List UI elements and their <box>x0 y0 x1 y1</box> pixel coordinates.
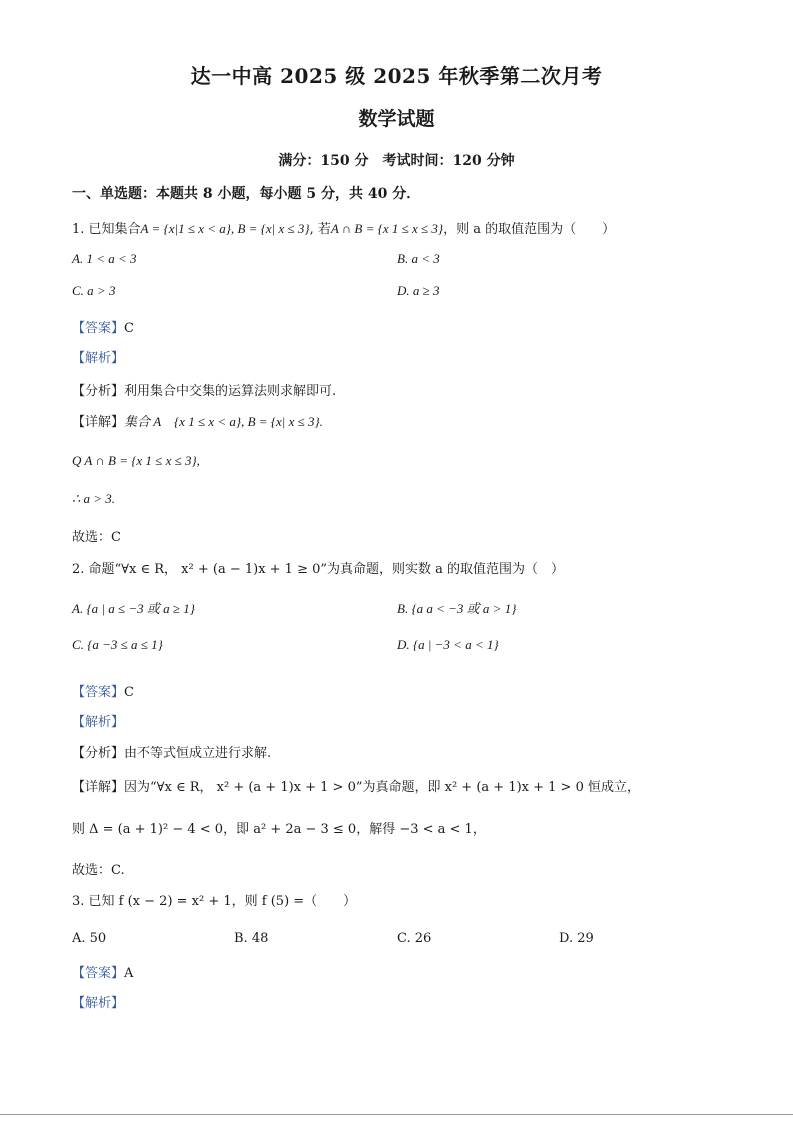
q3-stem: 3. 已知 f (x − 2) = x² + 1，则 f (5) =（ ） <box>72 894 357 909</box>
q1-option-c: C. a > 3 <box>72 283 116 298</box>
q1-choose: 故选：C <box>72 530 121 545</box>
page-bottom-divider <box>0 1114 793 1115</box>
fenxi-tag: 【分析】 <box>72 746 125 761</box>
answer-tag: 【答案】 <box>72 685 125 700</box>
exam-title: 达一中高 2025 级 2025 年秋季第二次月考 <box>190 64 603 88</box>
q1-answer <box>72 317 134 336</box>
fenxi-tag: 【分析】 <box>72 384 125 399</box>
q1-option-b: B. a < 3 <box>397 251 440 266</box>
q1-num: 1. 已知集合 <box>72 222 141 237</box>
q2-analysis-tag: 【解析】 <box>72 715 125 730</box>
q2-stem: 2. 命题“∀x ∈ R， x² + (a − 1)x + 1 ≥ 0”为真命题，则实数 a 的取值范围为（ ） <box>72 562 565 577</box>
q2-option-c: C. {a −3 ≤ a ≤ 1} <box>72 637 163 652</box>
answer-tag: 【答案】 <box>72 966 125 981</box>
q1-xiangjie <box>72 411 323 430</box>
xiangjie-tag: 【详解】 <box>72 415 125 430</box>
q1-if: , 若 <box>309 222 331 237</box>
q2-xiangjie <box>72 776 640 795</box>
q2-choose: 故选：C. <box>72 863 125 878</box>
q2-answer <box>72 681 134 700</box>
q3-option-a: A. 50 <box>72 931 107 946</box>
q1-intersection: A ∩ B = {x 1 ≤ x ≤ 3} <box>330 221 444 236</box>
q1-set-a: A = {x|1 ≤ x < a} <box>140 221 231 236</box>
section-heading: 一、单选题：本题共 8 小题，每小题 5 分，共 40 分． <box>72 186 421 202</box>
answer-value: C <box>124 685 134 700</box>
q1-fenxi <box>72 380 336 399</box>
q1-tail: ，则 a 的取值范围为（ ） <box>443 222 616 237</box>
q3-option-c: C. 26 <box>397 931 432 946</box>
answer-value: A <box>124 966 134 981</box>
q3-answer <box>72 962 133 981</box>
q2-option-d: D. {a | −3 < a < 1} <box>397 637 499 652</box>
exam-meta: 满分：150 分 考试时间：120 分钟 <box>278 153 515 169</box>
q1-option-a: A. 1 < a < 3 <box>72 251 137 266</box>
fenxi-text: 由不等式恒成立进行求解. <box>124 746 272 761</box>
q2-option-b: B. {a a < −3 或 a > 1} <box>397 601 517 616</box>
q2-step1: 则 Δ = (a + 1)² − 4 < 0，即 a² + 2a − 3 ≤ 0，解得 −3 < a < 1， <box>72 822 486 837</box>
q2-fenxi <box>72 742 271 761</box>
q1-step2: ∴ a > 3. <box>72 491 116 506</box>
q3-analysis-tag: 【解析】 <box>72 996 125 1011</box>
q3-option-b: B. 48 <box>234 931 269 946</box>
q2-option-a: A. {a | a ≤ −3 或 a ≥ 1} <box>72 601 195 616</box>
q1-stem <box>72 218 615 237</box>
q1-option-d: D. a ≥ 3 <box>397 283 440 298</box>
exam-subject: 数学试题 <box>358 108 435 130</box>
xiangjie-tag: 【详解】 <box>72 780 125 795</box>
fenxi-text: 利用集合中交集的运算法则求解即可. <box>124 384 337 399</box>
q1-step1: Q A ∩ B = {x 1 ≤ x ≤ 3}, <box>72 453 200 468</box>
q1-set-b: , B = {x| x ≤ 3} <box>230 221 310 236</box>
answer-value: C <box>124 321 134 336</box>
xiangjie-text: 集合 A {x 1 ≤ x < a}, B = {x| x ≤ 3}. <box>124 414 323 429</box>
q1-analysis-tag: 【解析】 <box>72 351 125 366</box>
q3-option-d: D. 29 <box>559 931 594 946</box>
xiangjie-text: 因为“∀x ∈ R， x² + (a + 1)x + 1 > 0”为真命题，即 x² + (a + 1)x + 1 > 0 恒成立， <box>124 780 640 795</box>
answer-tag: 【答案】 <box>72 321 125 336</box>
